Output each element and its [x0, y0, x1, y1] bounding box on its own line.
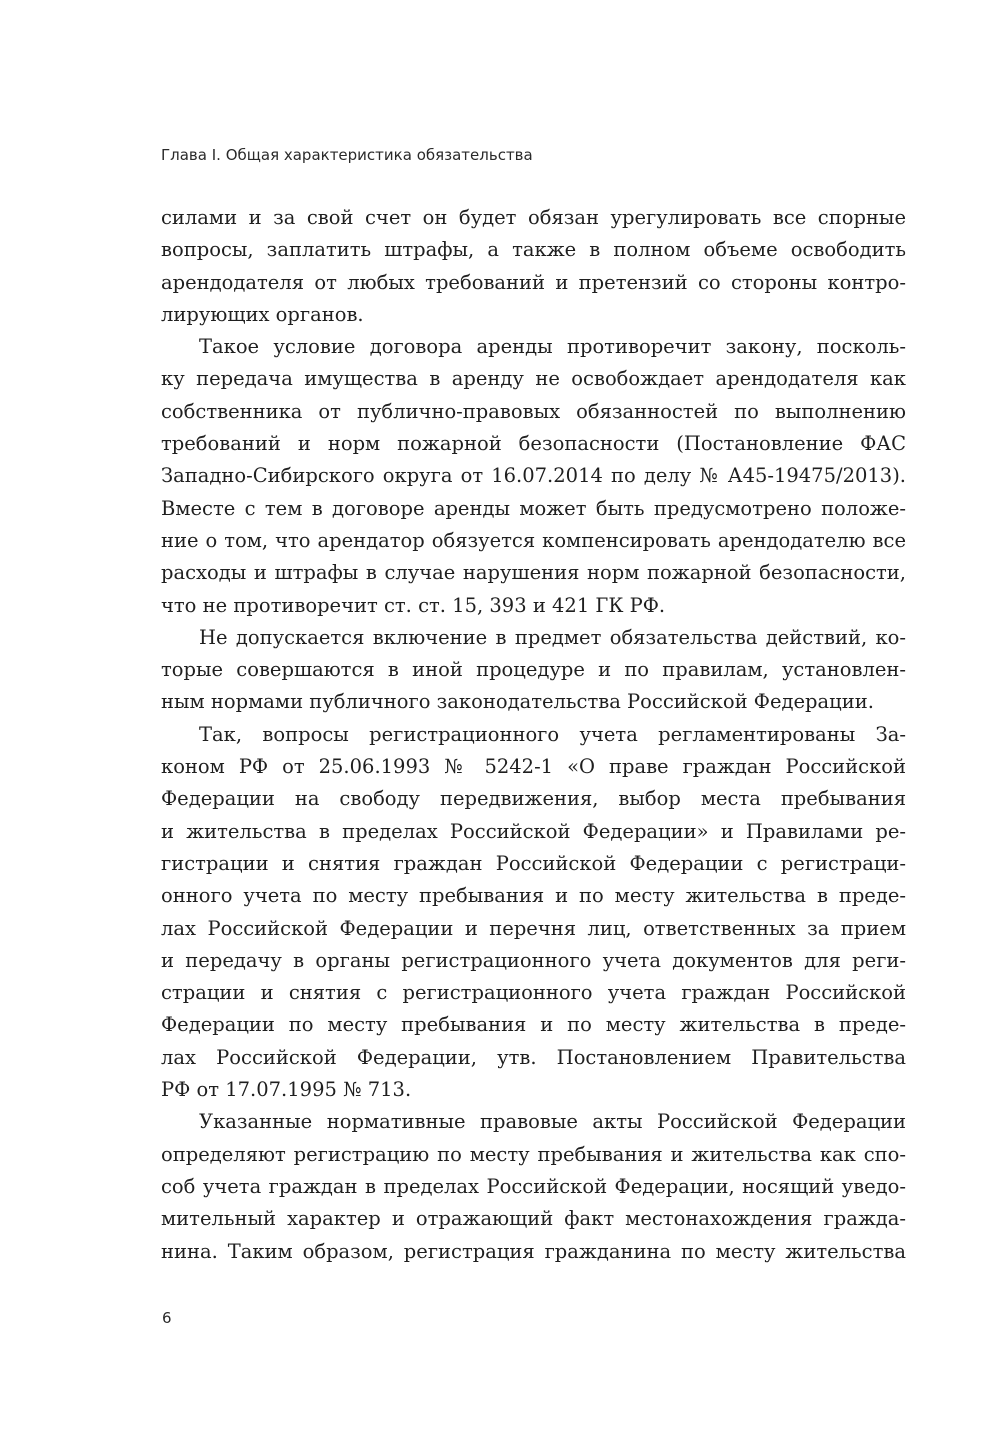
text-line: что не противоречит ст. ст. 15, 393 и 421 ГК РФ. [161, 593, 666, 617]
text-line: и передачу в органы регистрационного учета документов для реги- [161, 948, 906, 972]
text-line: Не допускается включение в предмет обязательства действий, ко- [199, 625, 906, 649]
body-text [161, 202, 906, 1268]
text-line: требований и норм пожарной безопасности (Постановление ФАС [161, 432, 906, 456]
text-line: Указанные нормативные правовые акты Российской Федерации [199, 1110, 906, 1134]
text-line: страции и снятия с регистрационного учета граждан Российской [161, 981, 906, 1005]
text-line: онного учета по месту пребывания и по месту жительства в преде- [161, 884, 906, 908]
text-line: силами и за свой счет он будет обязан урегулировать все спорные [161, 206, 906, 229]
text-line: и жительства в пределах Российской Федерации» и Правилами ре- [161, 819, 906, 843]
text-line: ку передача имущества в аренду не освобождает арендодателя как [161, 367, 906, 391]
text-line: определяют регистрацию по месту пребывания и жительства как спо- [161, 1142, 906, 1166]
text-line: ние о том, что арендатор обязуется компенсировать арендодателю все [161, 528, 906, 552]
text-line: РФ от 17.07.1995 № 713. [161, 1078, 412, 1102]
running-head: Глава I. Общая характеристика обязательства [161, 146, 533, 164]
text-line: гистрации и снятия граждан Российской Федерации с регистраци- [161, 851, 906, 875]
text-line: соб учета граждан в пределах Российской Федерации, носящий уведо- [161, 1174, 906, 1198]
text-line: мительный характер и отражающий факт местонахождения гражда- [161, 1207, 906, 1231]
text-line: нина. Таким образом, регистрация гражданина по месту жительства [161, 1239, 906, 1263]
page-number: 6 [162, 1309, 172, 1327]
text-line: ным нормами публичного законодательства Российской Федерации. [161, 690, 874, 714]
text-line: собственника от публично-правовых обязанностей по выполнению [161, 399, 906, 423]
text-line: лах Российской Федерации, утв. Постановлением Правительства [161, 1045, 906, 1069]
text-line: коном РФ от 25.06.1993 № 5242-1 «О праве граждан Российской [161, 755, 906, 779]
text-line: арендодателя от любых требований и претензий со стороны контро- [161, 270, 906, 294]
text-line: торые совершаются в иной процедуре и по правилам, установлен- [161, 658, 906, 682]
text-line: Так, вопросы регистрационного учета регламентированы За- [199, 722, 906, 746]
text-line: Такое условие договора аренды противоречит закону, посколь- [199, 335, 906, 359]
text-line: Западно-Сибирского округа от 16.07.2014 по делу № А45-19475/2013). [161, 464, 906, 488]
text-line: лирующих органов. [161, 302, 364, 326]
text-line: лах Российской Федерации и перечня лиц, ответственных за прием [161, 916, 906, 940]
text-line: расходы и штрафы в случае нарушения норм пожарной безопасности, [161, 561, 906, 585]
text-line: Вместе с тем в договоре аренды может быть предусмотрено положе- [161, 496, 906, 520]
text-line: вопросы, заплатить штрафы, а также в полном объеме освободить [161, 238, 906, 262]
text-line: Федерации по месту пребывания и по месту жительства в преде- [161, 1013, 906, 1037]
text-line: Федерации на свободу передвижения, выбор места пребывания [161, 787, 906, 811]
